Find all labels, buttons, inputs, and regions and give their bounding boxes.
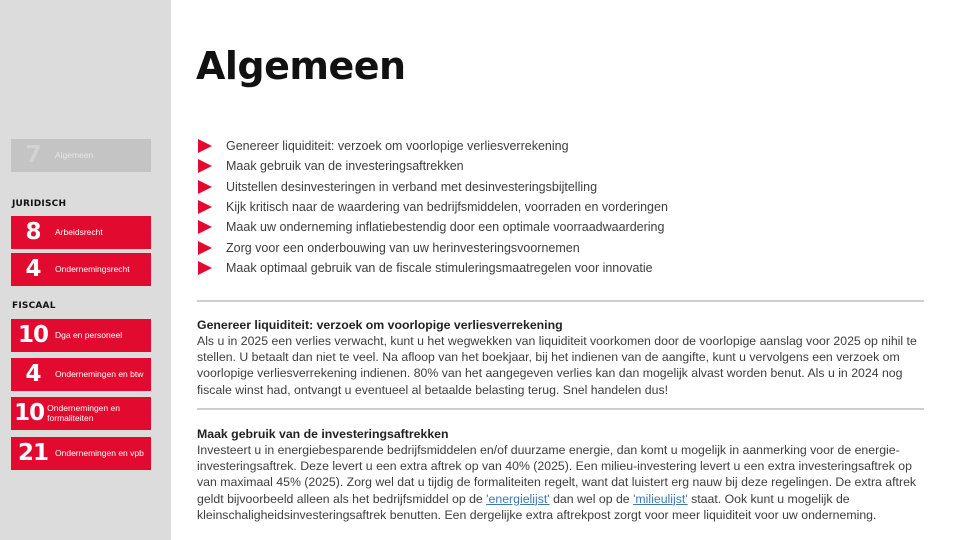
- nav-card-number: 21: [17, 440, 48, 466]
- nav-card-arbeidsrecht[interactable]: [11, 216, 151, 249]
- nav-card-label: Arbeidsrecht: [55, 226, 103, 237]
- nav-card-dga-personeel[interactable]: [11, 319, 151, 352]
- nav-card-number: 8: [25, 219, 41, 245]
- bullet-text: Zorg voor een onderbouwing van uw herinvesteringsvoornemen: [226, 240, 580, 255]
- nav-card-number: 10: [14, 400, 45, 426]
- bullet-item: [198, 258, 918, 278]
- bullet-item: [198, 197, 918, 217]
- body-text: staat. Ook kunt u mogelijk de kleinschaligheidsinvesteringsaftrek benutten. Een dergelijke extra aftrekpost zorgt voor meer liquiditeit voor uw onderneming.: [197, 491, 877, 522]
- arrow-right-icon: [198, 261, 212, 275]
- bullet-list: [198, 136, 918, 278]
- section-body: [197, 442, 919, 523]
- nav-card-label: Algemeen: [55, 149, 94, 160]
- section-label-fiscaal: FISCAAL: [12, 301, 56, 311]
- nav-card-number: 4: [25, 256, 41, 282]
- bullet-text: Maak optimaal gebruik van de fiscale stimuleringsmaatregelen voor innovatie: [226, 260, 653, 275]
- nav-card-label: Ondernemingen en vpb: [55, 447, 144, 458]
- nav-card-label: Ondernemingen en btw: [55, 368, 144, 379]
- bullet-item: [198, 156, 918, 176]
- milieulijst-link[interactable]: 'milieulijst': [633, 491, 688, 506]
- section-investeringsaftrekken: [197, 426, 919, 523]
- section-heading: Genereer liquiditeit: verzoek om voorlopige verliesverrekening: [197, 318, 563, 332]
- bullet-text: Maak gebruik van de investeringsaftrekken: [226, 159, 464, 174]
- section-liquiditeit: [197, 317, 919, 398]
- nav-card-label: Dga en personeel: [55, 329, 123, 340]
- body-text: dan wel op de: [549, 491, 634, 506]
- nav-card-number: 10: [17, 322, 48, 348]
- sidebar: [0, 0, 171, 540]
- nav-card-formaliteiten[interactable]: [11, 397, 151, 430]
- section-body: Als u in 2025 een verlies verwacht, kunt u het wegwekken van liquiditeit voorkomen door de voorlopige aanslag voor 2025 op nihil te stellen. U betaalt dan niet te veel. Na afloop van het boekjaar, bij het indienen van de aangifte, kunt u vervolgens een verzoek om voorlopige verliesverrekening indienen. 80% van het aangegeven verlies kan dan mogelijk alvast worden benut. Als u in 2024 nog fiscale winst had, ontvangt u eventueel al betaalde belasting terug. Snel handelen dus!: [197, 334, 917, 397]
- bullet-text: Genereer liquiditeit: verzoek om voorlopige verliesverrekening: [226, 139, 569, 154]
- body-text: Investeert u in energiebesparende bedrijfsmiddelen en/of duurzame energie, dan komt u mogelijk in aanmerking voor de energie-investeringsaftrek. Deze levert u een extra aftrek op van 40% (2025). Een milieu-investering levert u een extra investeringsaftrek op van maximaal 45% (2025). Zorg wel dat u tijdig de formaliteiten regelt, want dat luistert erg nauw bij deze regelingen. De extra aftrek geldt bijvoorbeeld alleen als het bedrijfsmiddel op de: [197, 443, 917, 506]
- nav-card-label: Ondernemingen en formaliteiten: [47, 403, 120, 423]
- arrow-right-icon: [198, 220, 212, 234]
- bullet-item: [198, 217, 918, 237]
- nav-card-algemeen[interactable]: [11, 139, 151, 172]
- energielijst-link[interactable]: 'energielijst': [486, 491, 550, 506]
- section-label-juridisch: JURIDISCH: [12, 199, 67, 209]
- nav-card-number: 4: [25, 361, 41, 387]
- arrow-right-icon: [198, 200, 212, 214]
- nav-card-vpb[interactable]: [11, 437, 151, 470]
- nav-card-label: Ondernemingsrecht: [55, 263, 130, 274]
- arrow-right-icon: [198, 139, 212, 153]
- bullet-item: [198, 237, 918, 257]
- arrow-right-icon: [198, 180, 212, 194]
- page-title: Algemeen: [196, 44, 406, 88]
- divider: [197, 408, 924, 410]
- bullet-item: [198, 177, 918, 197]
- nav-card-ondernemingsrecht[interactable]: [11, 253, 151, 286]
- nav-card-btw[interactable]: [11, 358, 151, 391]
- arrow-right-icon: [198, 159, 212, 173]
- divider: [197, 300, 924, 302]
- bullet-item: [198, 136, 918, 156]
- bullet-text: Uitstellen desinvesteringen in verband met desinvesteringsbijtelling: [226, 179, 598, 194]
- bullet-text: Maak uw onderneming inflatiebestendig door een optimale voorraadwaardering: [226, 220, 665, 235]
- section-heading: Maak gebruik van de investeringsaftrekken: [197, 427, 449, 441]
- bullet-text: Kijk kritisch naar de waardering van bedrijfsmiddelen, voorraden en vorderingen: [226, 200, 668, 215]
- nav-card-number: 7: [25, 142, 41, 168]
- arrow-right-icon: [198, 241, 212, 255]
